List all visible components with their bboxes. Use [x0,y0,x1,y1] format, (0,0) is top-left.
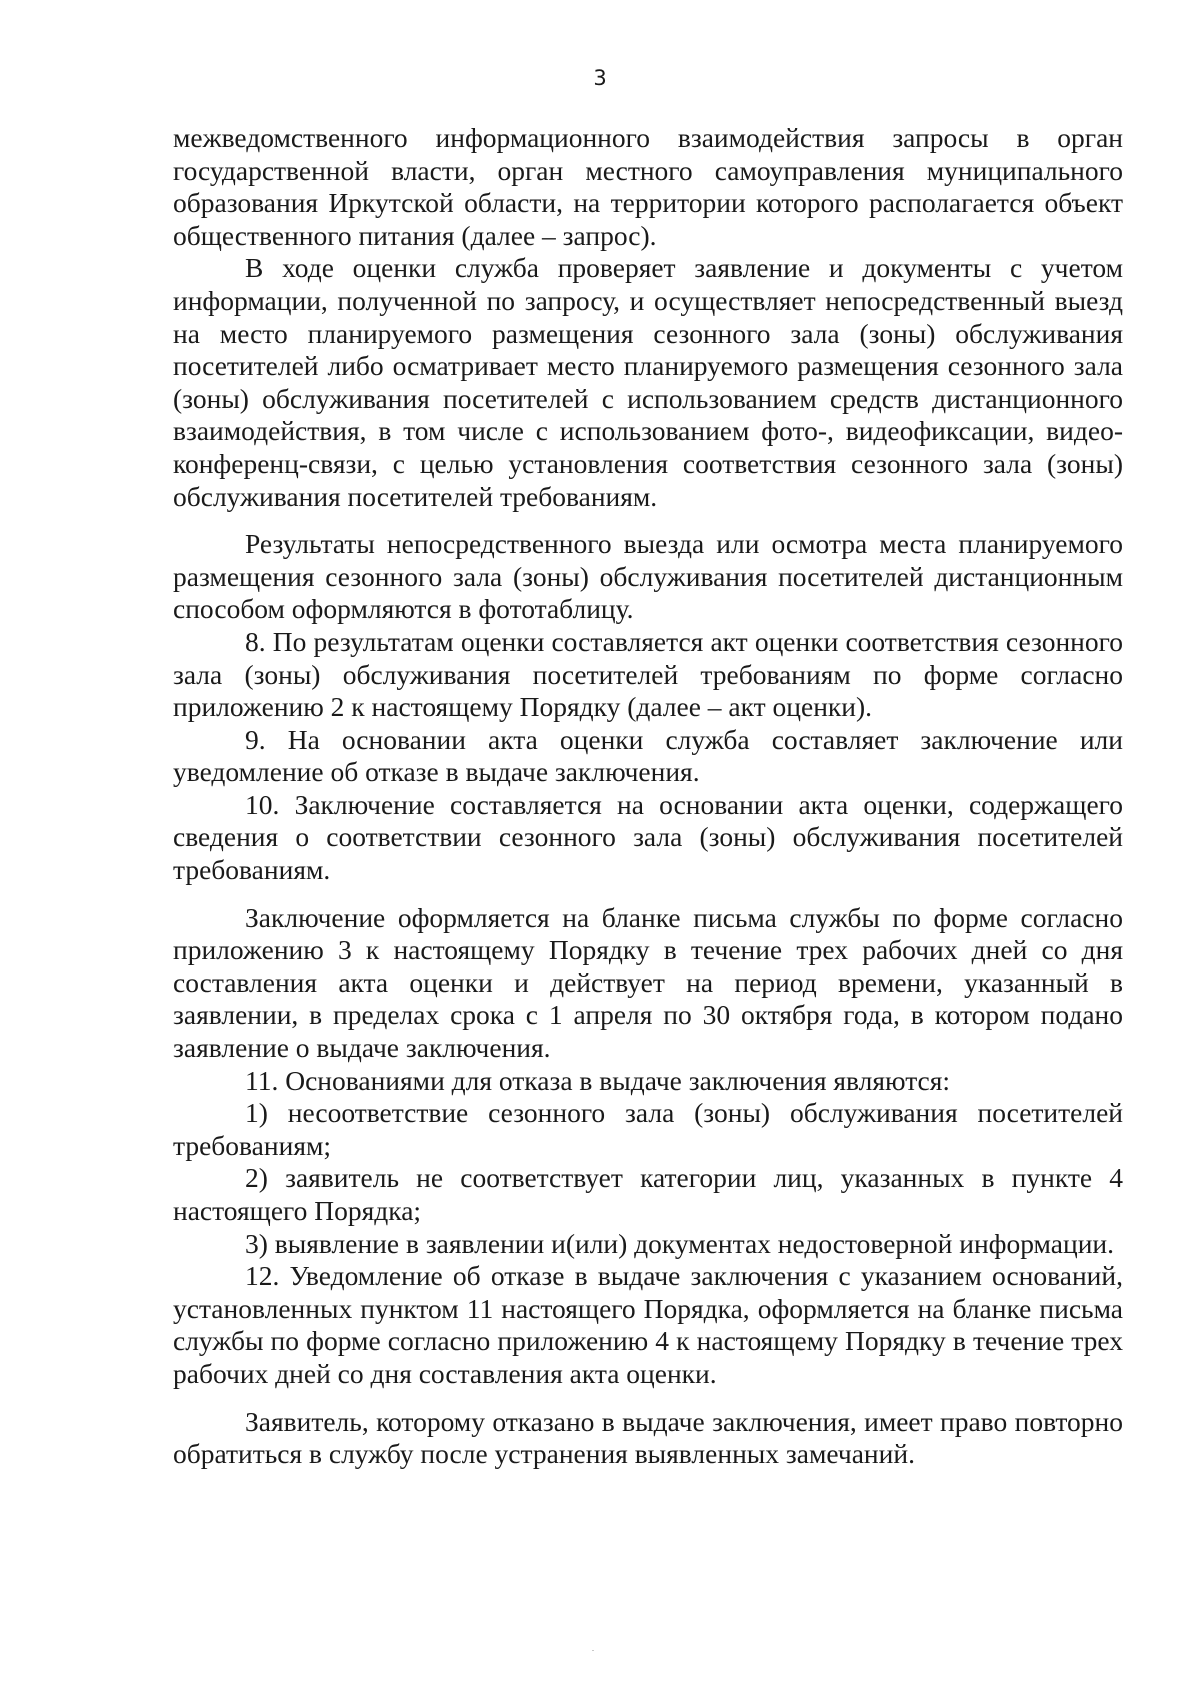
list-item-1: 1) несоответствие сезонного зала (зоны) обслуживания посетителей требованиям; [173,1097,1123,1161]
paragraph-item-8: 8. По результатам оценки составляется акт оценки соответствия сезонного зала (зоны) обслуживания посетителей требованиям по форме согласно приложению 2 к настоящему Порядку (далее – акт оценки). [173,625,1123,723]
paragraph-phototable: Результаты непосредственного выезда или осмотра места планируемого размещения сезонного зала (зоны) обслуживания посетителей дистанционным способом оформляются в фототаблицу. [173,528,1123,625]
scan-artifact-mark [592,1650,594,1651]
list-item-3: 3) выявление в заявлении и(или) документах недостоверной информации. [245,1227,1115,1259]
paragraph-item-12: 12. Уведомление об отказе в выдаче заключения с указанием оснований, установленных пунктом 11 настоящего Порядка, оформляется на бланке письма службы по форме согласно приложению 4 к настоящему Порядку в течение трех рабочих дней со дня составления акта оценки. [173,1260,1123,1389]
paragraph-item-9: 9. На основании акта оценки служба составляет заключение или уведомление об отказе в выдаче заключения. [173,723,1123,788]
paragraph-reapply: Заявитель, которому отказано в выдаче заключения, имеет право повторно обратиться в службу после устранения выявленных замечаний. [173,1405,1123,1470]
list-item-2: 2) заявитель не соответствует категории лиц, указанных в пункте 4 настоящего Порядка; [173,1162,1123,1226]
paragraph-item-11: 11. Основаниями для отказа в выдаче заключения являются: [245,1064,951,1096]
paragraph-item-10: 10. Заключение составляется на основании акта оценки, содержащего сведения о соответствии сезонного зала (зоны) обслуживания посетителей требованиям. [173,788,1123,886]
document-body [173,122,1123,1471]
paragraph-continuation: межведомственного информационного взаимодействия запросы в орган государственной власти, орган местного самоуправления муниципального образования Иркутской области, на территории которого располагается объект общественного питания (далее – запрос). [173,122,1123,251]
paragraph-assessment-process: В ходе оценки служба проверяет заявление и документы с учетом информации, полученной по запросу, и осуществляет непосредственный выезд на место планируемого размещения сезонного зала (зоны) обслуживания посетителей либо осматривает место планируемого размещения сезонного зала (зоны) обслуживания посетителей с использованием средств дистанционного взаимодействия, в том числе с использованием фото-, видеофиксации, видео-конференц-связи, с целью установления соответствия сезонного зала (зоны) обслуживания посетителей требованиям. [173,252,1123,512]
page-number: 3 [593,66,607,90]
paragraph-conclusion-form: Заключение оформляется на бланке письма службы по форме согласно приложению 3 к настоящему Порядку в течение трех рабочих дней со дня составления акта оценки и действует на период времени, указанный в заявлении, в пределах срока с 1 апреля по 30 октября года, в котором подано заявление о выдаче заключения. [173,901,1123,1064]
